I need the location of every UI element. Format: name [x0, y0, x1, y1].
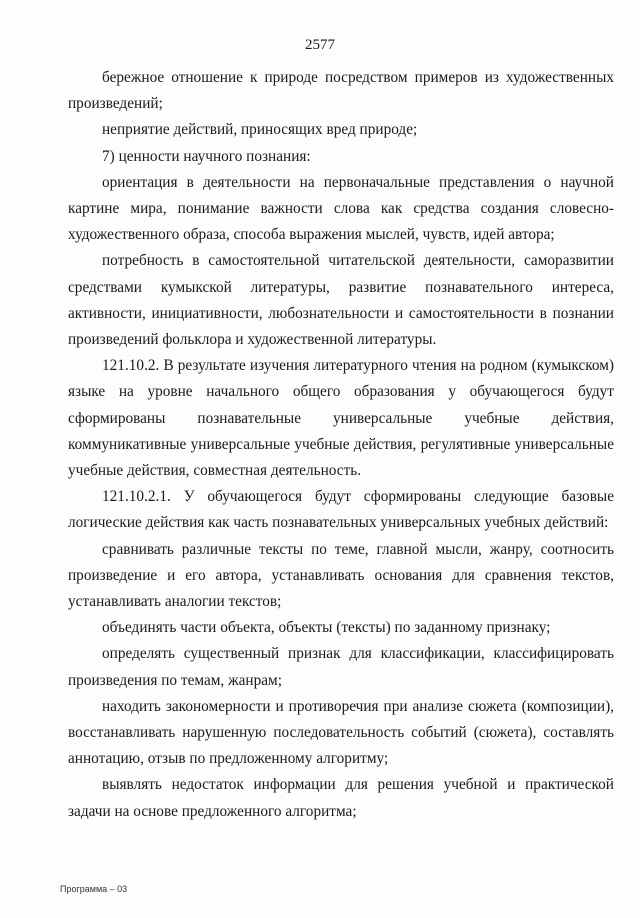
paragraph: 121.10.2. В результате изучения литературного чтения на родном (кумыкском) языке на уровне начального общего образования у обучающегося будут сформированы познавательные универсальные учебные действия, коммуникативные универсальные учебные действия, регулятивные универсальные учебные действия, совместная деятельность.: [68, 357, 614, 480]
paragraph: бережное отношение к природе посредством примеров из художественных произведений;: [68, 69, 614, 113]
paragraph: 121.10.2.1. У обучающегося будут сформированы следующие базовые логические действия как часть познавательных универсальных учебных действий:: [68, 488, 614, 532]
paragraph: 7) ценности научного познания:: [102, 147, 311, 165]
paragraph: находить закономерности и противоречия при анализе сюжета (композиции), восстанавливать нарушенную последовательность событий (сюжета), составлять аннотацию, отзыв по предложенному алгоритму;: [68, 697, 614, 768]
footer-label: Программа – 03: [60, 884, 128, 894]
page-number: 2577: [305, 37, 335, 53]
paragraph: неприятие действий, приносящих вред природе;: [102, 121, 418, 139]
paragraph: объединять части объекта, объекты (тексты) по заданному признаку;: [102, 619, 551, 637]
paragraph: сравнивать различные тексты по теме, главной мысли, жанру, соотносить произведение и его автора, устанавливать основания для сравнения текстов, устанавливать аналогии текстов;: [68, 540, 614, 611]
document-body: [68, 65, 614, 825]
paragraph: ориентация в деятельности на первоначальные представления о научной картине мира, понимание важности слова как средства создания словесно-художественного образа, способа выражения мыслей, чувств, идей автора;: [68, 173, 614, 244]
paragraph: определять существенный признак для классификации, классифицировать произведения по темам, жанрам;: [68, 645, 614, 689]
paragraph: потребность в самостоятельной читательской деятельности, саморазвитии средствами кумыкской литературы, развитие познавательного интереса, активности, инициативности, любознательности и самостоятельности в познании произведений фольклора и художественной литературы.: [68, 252, 614, 349]
paragraph: выявлять недостаток информации для решения учебной и практической задачи на основе предложенного алгоритма;: [68, 776, 614, 820]
